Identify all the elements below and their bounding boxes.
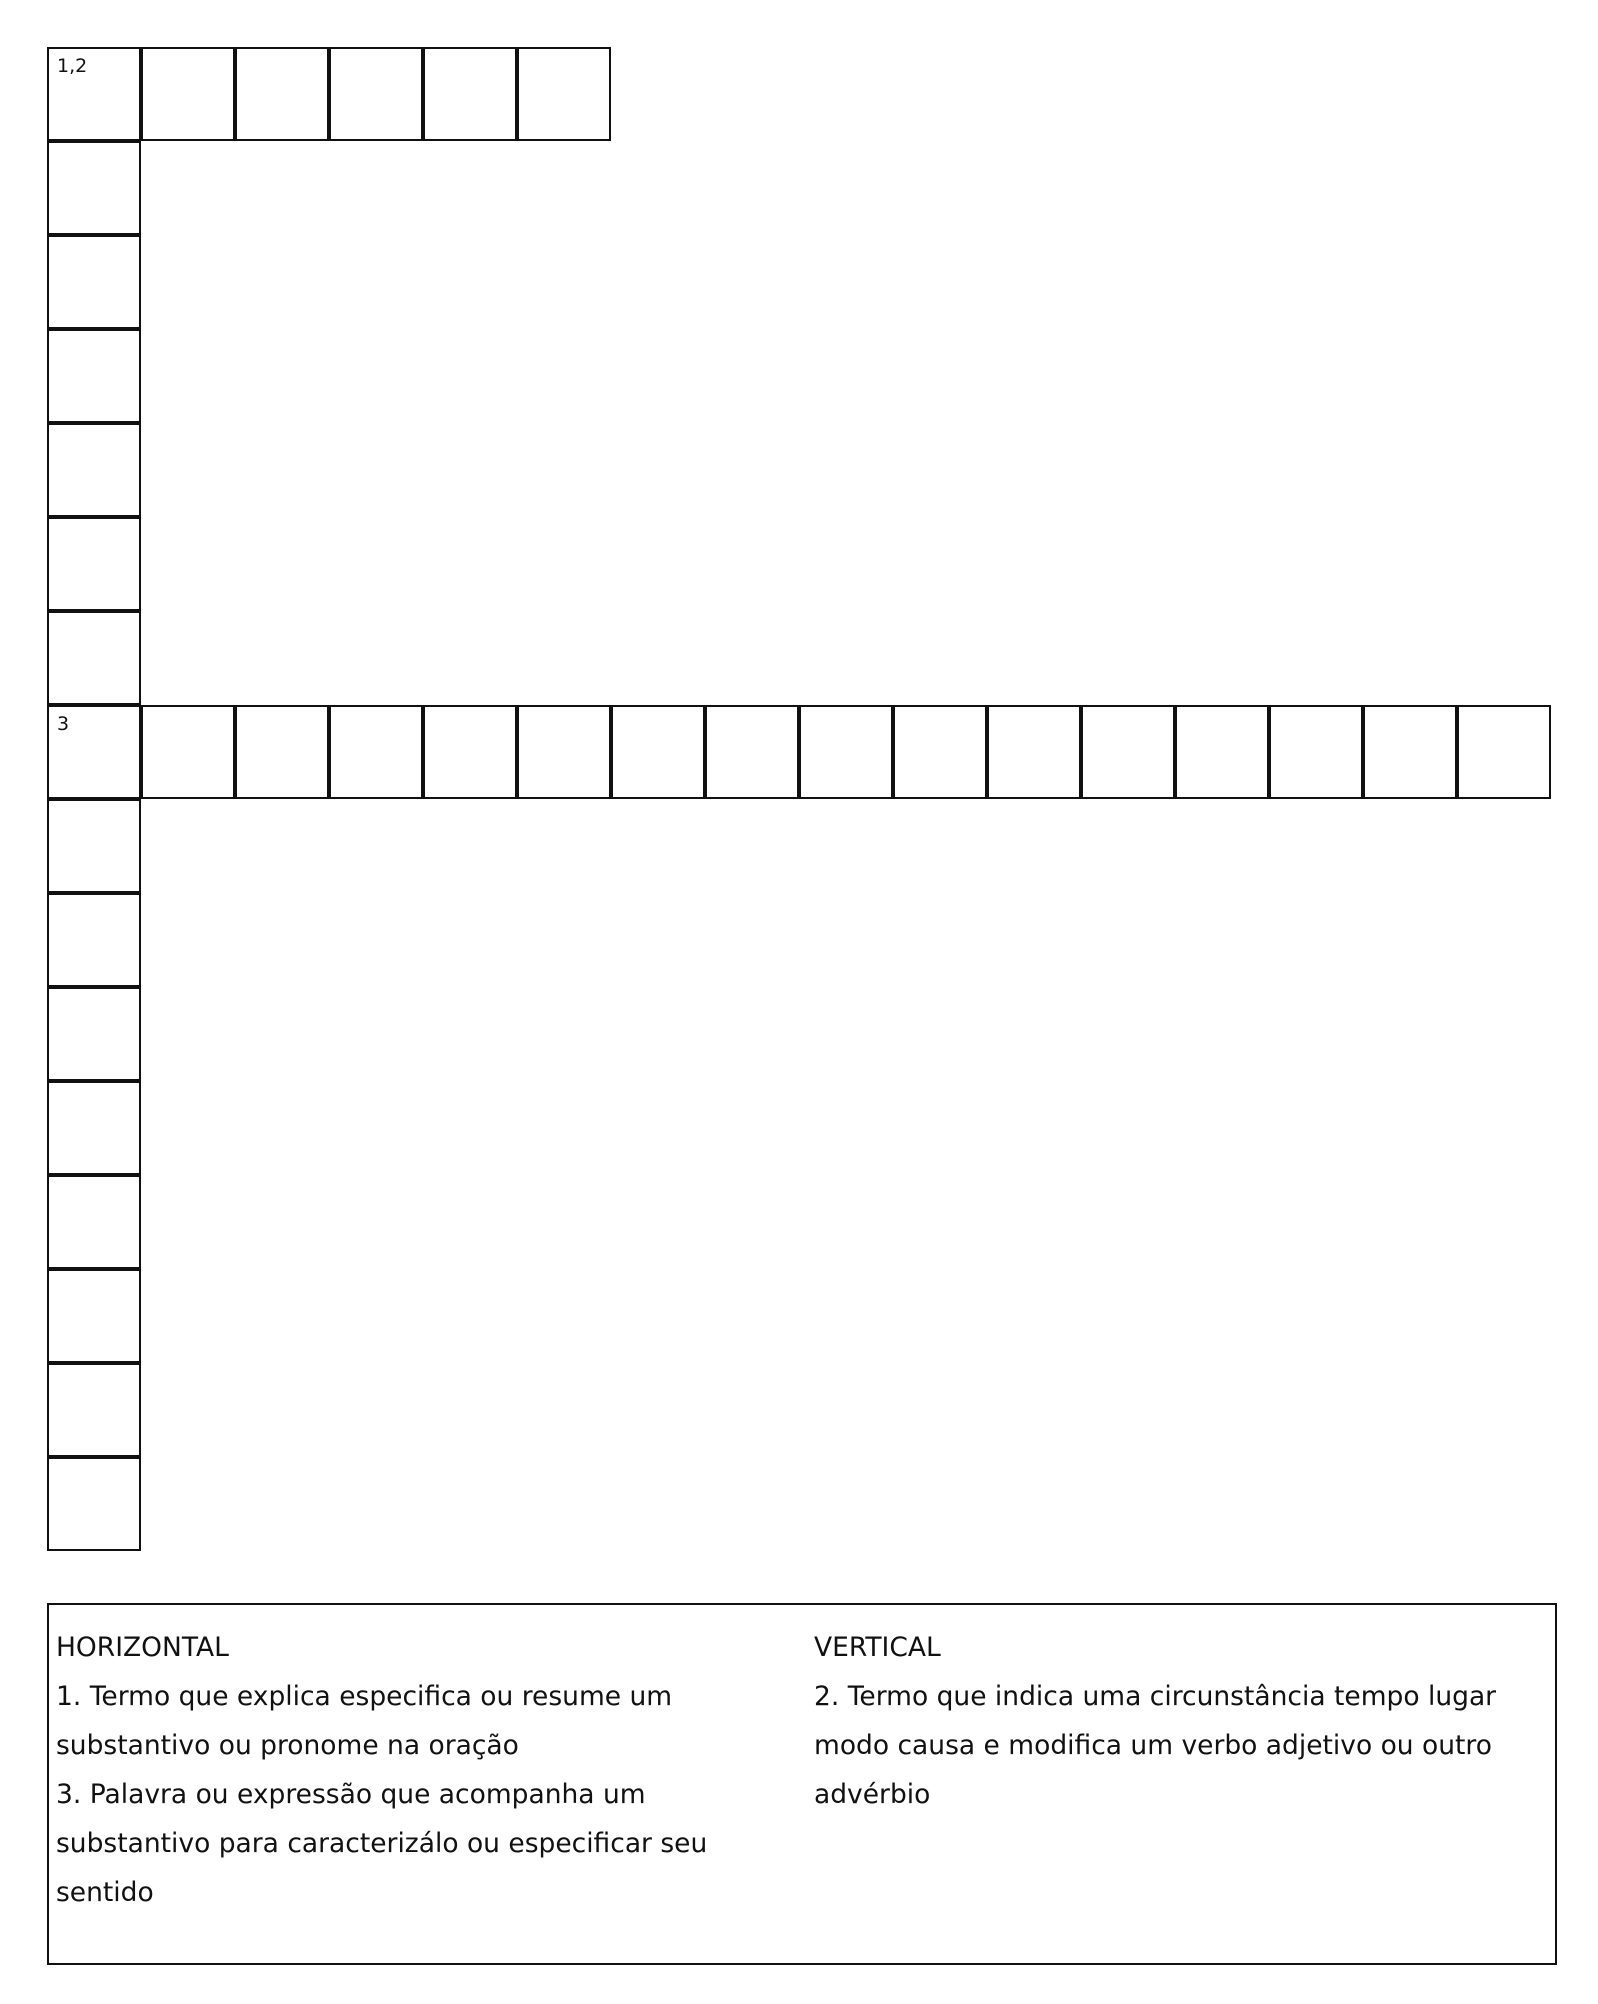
crossword-cell[interactable]: [47, 987, 141, 1081]
crossword-cell[interactable]: [1269, 705, 1363, 799]
crossword-cell[interactable]: [47, 1269, 141, 1363]
crossword-cell[interactable]: [47, 1081, 141, 1175]
crossword-cell[interactable]: [611, 705, 705, 799]
crossword-cell[interactable]: [235, 47, 329, 141]
vertical-clues: [814, 1623, 1549, 1819]
clues-box: [47, 1603, 1557, 1965]
crossword-cell[interactable]: [1457, 705, 1551, 799]
crossword-cell[interactable]: [329, 47, 423, 141]
crossword-cell[interactable]: [47, 1457, 141, 1551]
clue-number: 3: [57, 713, 70, 735]
horizontal-heading: HORIZONTAL: [56, 1632, 229, 1663]
crossword-cell[interactable]: [705, 705, 799, 799]
crossword-cell[interactable]: [47, 141, 141, 235]
crossword-cell[interactable]: [47, 1175, 141, 1269]
crossword-cell[interactable]: [517, 47, 611, 141]
crossword-cell[interactable]: [47, 329, 141, 423]
crossword-cell[interactable]: [47, 423, 141, 517]
vertical-heading: VERTICAL: [814, 1632, 941, 1663]
crossword-cell[interactable]: [893, 705, 987, 799]
crossword-cell[interactable]: [141, 47, 235, 141]
clue-number: 1,2: [57, 55, 88, 77]
horizontal-clues: [56, 1623, 796, 1917]
crossword-cell[interactable]: [1081, 705, 1175, 799]
crossword-cell[interactable]: [423, 47, 517, 141]
crossword-cell[interactable]: [47, 1363, 141, 1457]
crossword-cell[interactable]: [423, 705, 517, 799]
crossword-cell[interactable]: [47, 235, 141, 329]
crossword-cell[interactable]: [329, 705, 423, 799]
crossword-cell[interactable]: [47, 799, 141, 893]
clue-down-2: 2. Termo que indica uma circunstância tempo lugar modo causa e modifica um verbo adjetivo ou outro advérbio: [814, 1681, 1497, 1810]
crossword-cell[interactable]: [47, 893, 141, 987]
clue-across-1: 1. Termo que explica especifica ou resume um substantivo ou pronome na oração: [56, 1681, 673, 1761]
crossword-cell[interactable]: [799, 705, 893, 799]
crossword-cell[interactable]: [47, 47, 141, 141]
crossword-cell[interactable]: [47, 705, 141, 799]
crossword-cell[interactable]: [1363, 705, 1457, 799]
crossword-cell[interactable]: [517, 705, 611, 799]
clue-across-3: 3. Palavra ou expressão que acompanha um substantivo para caracterizálo ou especificar seu sentido: [56, 1779, 708, 1908]
crossword-cell[interactable]: [47, 517, 141, 611]
crossword-cell[interactable]: [987, 705, 1081, 799]
crossword-cell[interactable]: [235, 705, 329, 799]
crossword-cell[interactable]: [1175, 705, 1269, 799]
crossword-cell[interactable]: [47, 611, 141, 705]
crossword-cell[interactable]: [141, 705, 235, 799]
